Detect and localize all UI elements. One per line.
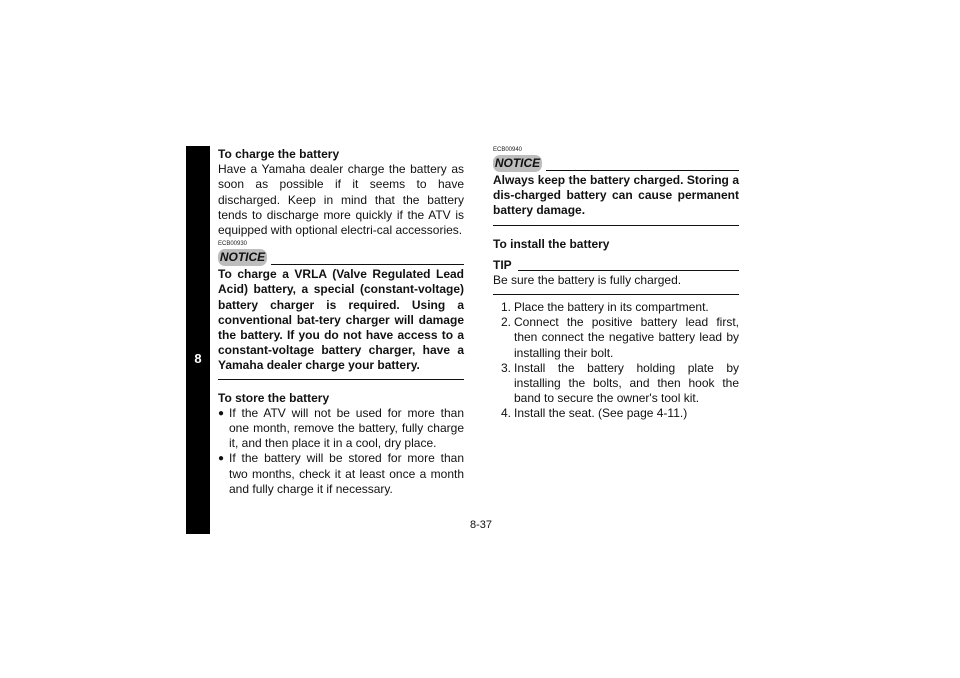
store-item — [218, 406, 464, 452]
step-text: Install the seat. (See page 4-11.) — [514, 406, 688, 421]
page-number: 8-37 — [469, 519, 493, 531]
notice-text: To charge a VRLA (Valve Regulated Lead Acid) battery, a special (constant-voltage) battery charger is required. Using a conventional bat-tery charger will damage the battery. If you do not have access to a constant-voltage battery charger, have a Yamaha dealer charge your battery. — [218, 267, 464, 373]
step-number: 2. — [501, 315, 512, 330]
step-text: Place the battery in its compartment. — [514, 300, 709, 315]
install-heading: To install the battery — [493, 236, 610, 251]
notice-code: ECB00930 — [218, 241, 248, 248]
store-item — [218, 451, 464, 497]
notice-divider — [546, 170, 739, 171]
step-text: Connect the positive battery lead first, then connect the negative battery lead by installing their bolt. — [514, 315, 739, 360]
step-text: Install the battery holding plate by installing the bolts, and then hook the band to secure the owner's tool kit. — [514, 360, 739, 406]
notice-code: ECB00940 — [493, 147, 523, 153]
notice-header — [218, 249, 464, 266]
notice-header — [493, 155, 739, 172]
notice-text: Always keep the battery charged. Storing a dis-charged battery can cause permanent battery damage. — [493, 173, 739, 218]
charge-heading: To charge the battery — [218, 147, 340, 161]
install-step — [493, 315, 739, 361]
notice-badge: NOTICE — [494, 156, 541, 170]
install-step — [493, 406, 739, 421]
notice-divider — [271, 264, 464, 265]
notice-bottom-rule — [218, 379, 464, 380]
step-number: 4. — [501, 406, 512, 421]
install-step — [493, 361, 739, 407]
notice-badge: NOTICE — [219, 250, 266, 265]
step-number: 3. — [501, 360, 512, 375]
tip-label: TIP — [493, 257, 512, 272]
store-item-text: If the ATV will not be used for more than one month, remove the battery, fully charge it, and then place it in a cool, dry place. — [229, 405, 464, 451]
tip-text: Be sure the battery is fully charged. — [493, 272, 682, 287]
right-column — [493, 147, 739, 422]
install-step — [493, 300, 739, 315]
bullet-icon: ● — [218, 407, 225, 419]
tip-header — [493, 258, 739, 273]
store-heading: To store the battery — [218, 390, 330, 405]
chapter-tab-label: 8 — [194, 351, 202, 366]
left-column — [218, 147, 464, 497]
bullet-icon: ● — [218, 453, 225, 465]
notice-bottom-rule — [493, 225, 739, 226]
charge-paragraph: Have a Yamaha dealer charge the battery as soon as possible if it seems to have discharged. Keep in mind that the battery tends to discharge more quickly if the ATV is equipped with optional electri-cal accessories. — [218, 162, 464, 238]
store-item-text: If the battery will be stored for more than two months, check it at least once a month and fully charge it if necessary. — [229, 451, 464, 496]
step-number: 1. — [501, 300, 512, 315]
tip-bottom-rule — [493, 294, 739, 295]
chapter-tab — [186, 146, 210, 534]
tip-divider — [518, 270, 739, 271]
